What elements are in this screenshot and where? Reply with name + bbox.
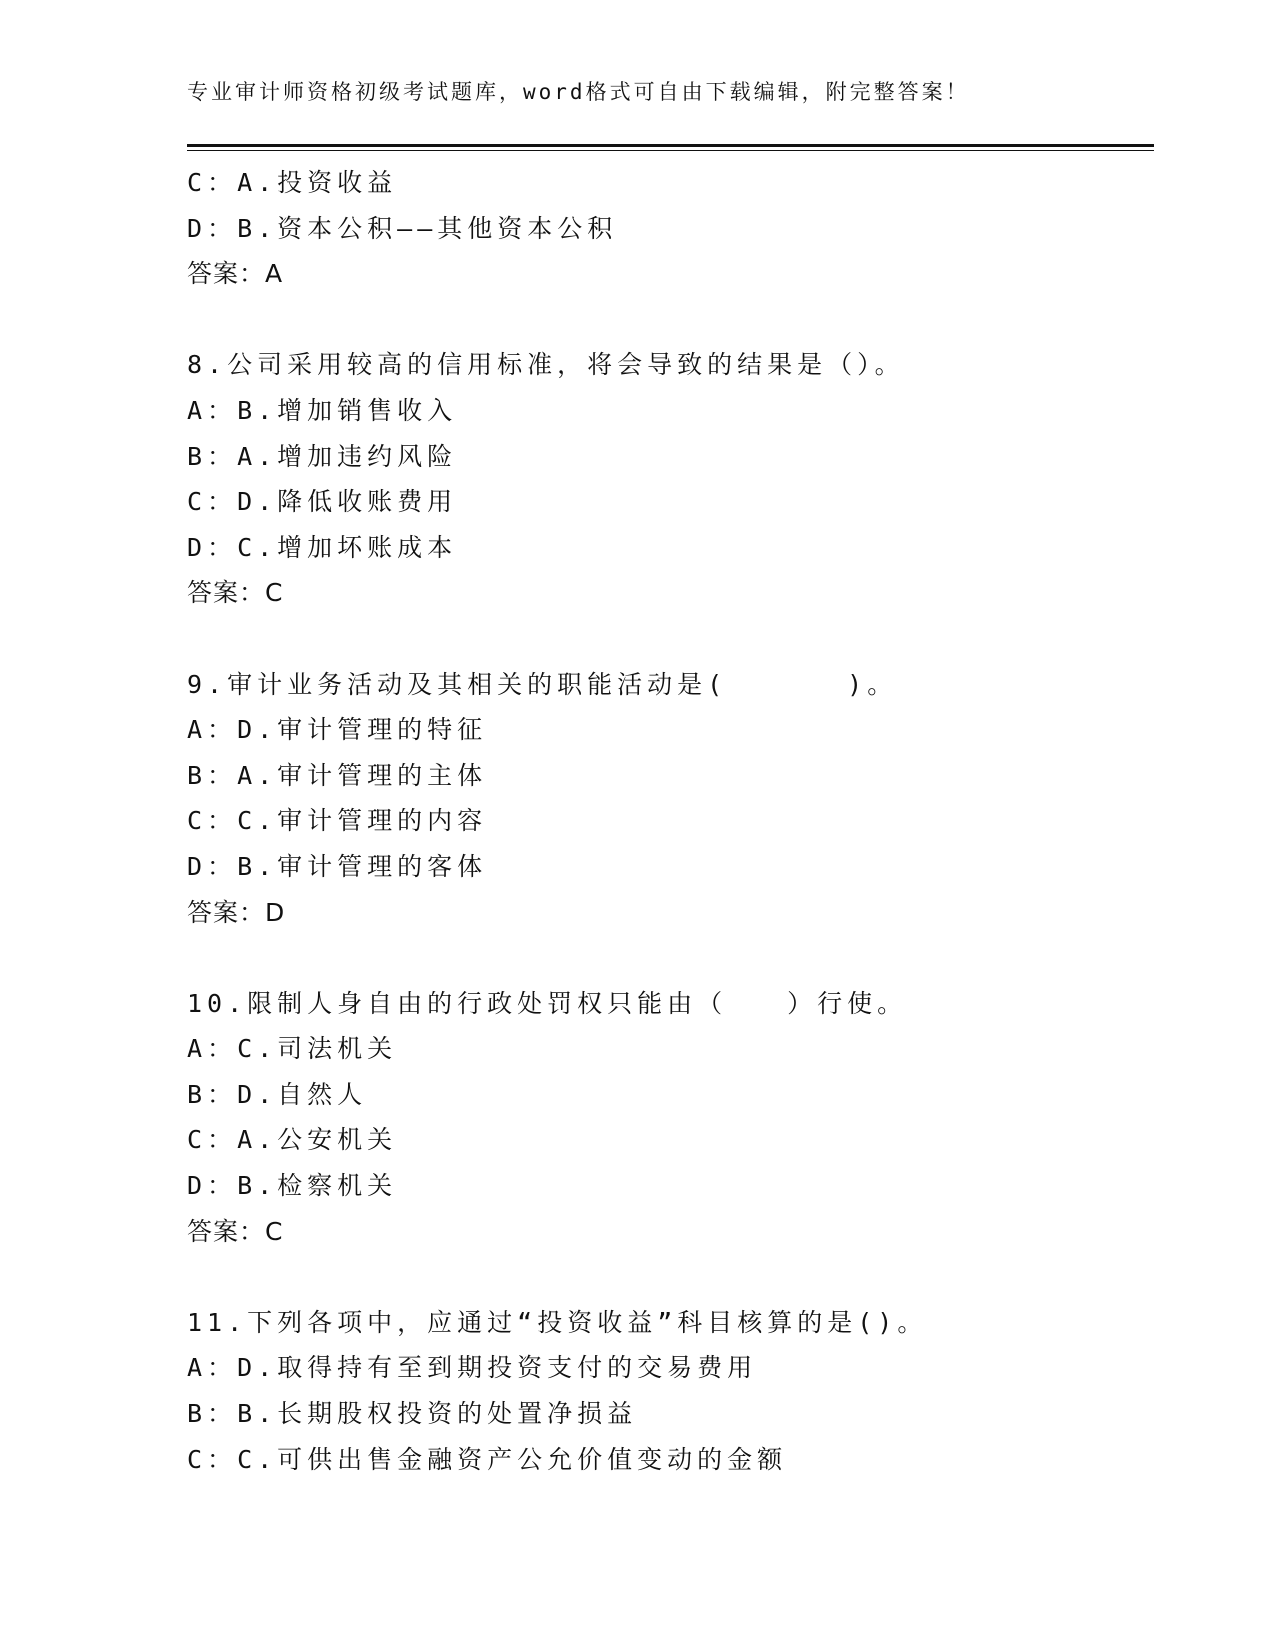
option-text: D.降低收账费用 <box>237 487 458 517</box>
option-row <box>187 798 1154 844</box>
option-label: C： <box>187 487 238 517</box>
option-row <box>187 707 1154 753</box>
option-text: C.可供出售金融资产公允价值变动的金额 <box>237 1444 788 1474</box>
question-stem: 10.限制人身自由的行政处罚权只能由（ ）行使。 <box>187 988 908 1018</box>
option-label: C： <box>187 1125 238 1155</box>
option-row <box>187 434 1154 480</box>
option-text: A.增加违约风险 <box>237 441 458 471</box>
question-stem: 11.下列各项中，应通过“投资收益”科目核算的是()。 <box>187 1307 928 1337</box>
option-label: D： <box>187 213 238 243</box>
answer-line: 答案：D <box>187 897 286 927</box>
option-row <box>187 753 1154 799</box>
option-row <box>187 479 1154 525</box>
header-rule-thick <box>187 144 1154 147</box>
document-header: 专业审计师资格初级考试题库，word格式可自由下载编辑，附完整答案！ <box>187 80 970 104</box>
option-text: A.投资收益 <box>237 168 398 197</box>
option-row <box>187 388 1154 434</box>
option-label: C： <box>187 806 238 836</box>
question-stem: 9.审计业务活动及其相关的职能活动是( )。 <box>187 669 898 699</box>
option-label: A： <box>187 395 238 425</box>
option-row <box>187 1437 1154 1483</box>
option-label: D： <box>187 851 238 881</box>
option-label: A： <box>187 1034 238 1064</box>
option-row <box>187 1026 1154 1072</box>
option-text: C.审计管理的内容 <box>237 806 488 836</box>
option-text: A.公安机关 <box>237 1125 398 1155</box>
option-text: D.取得持有至到期投资支付的交易费用 <box>237 1353 758 1383</box>
option-text: D.自然人 <box>237 1079 368 1109</box>
option-row <box>187 844 1154 890</box>
option-text: C.司法机关 <box>237 1034 398 1064</box>
option-label: A： <box>187 1353 238 1383</box>
option-row <box>187 1163 1154 1209</box>
option-text: B.检察机关 <box>237 1171 398 1201</box>
option-label: C： <box>187 1444 238 1474</box>
option-label: D： <box>187 1171 238 1201</box>
option-text: B.资本公积——其他资本公积 <box>237 213 618 243</box>
option-row <box>187 525 1154 571</box>
header-rule-thin <box>187 150 1154 151</box>
answer-line: 答案：C <box>187 578 284 608</box>
answer-line: 答案：A <box>187 259 284 289</box>
option-row <box>187 1345 1154 1391</box>
option-text: A.审计管理的主体 <box>237 760 488 790</box>
option-row <box>187 206 1154 252</box>
option-label: B： <box>187 1079 238 1109</box>
option-text: D.审计管理的特征 <box>237 715 488 745</box>
question-stem: 8.公司采用较高的信用标准，将会导致的结果是（）。 <box>187 350 905 380</box>
option-label: B： <box>187 441 238 471</box>
option-label: C： <box>187 168 238 197</box>
option-row <box>187 160 1154 206</box>
option-label: B： <box>187 760 238 790</box>
question-list <box>187 160 1154 1482</box>
option-label: A： <box>187 715 238 745</box>
option-row <box>187 1117 1154 1163</box>
option-row <box>187 1391 1154 1437</box>
option-text: B.长期股权投资的处置净损益 <box>237 1399 638 1429</box>
option-text: B.审计管理的客体 <box>237 851 488 881</box>
option-label: B： <box>187 1399 238 1429</box>
option-text: C.增加坏账成本 <box>237 532 458 562</box>
option-label: D： <box>187 532 238 562</box>
option-row <box>187 1072 1154 1118</box>
answer-line: 答案：C <box>187 1216 284 1246</box>
option-text: B.增加销售收入 <box>237 395 458 425</box>
